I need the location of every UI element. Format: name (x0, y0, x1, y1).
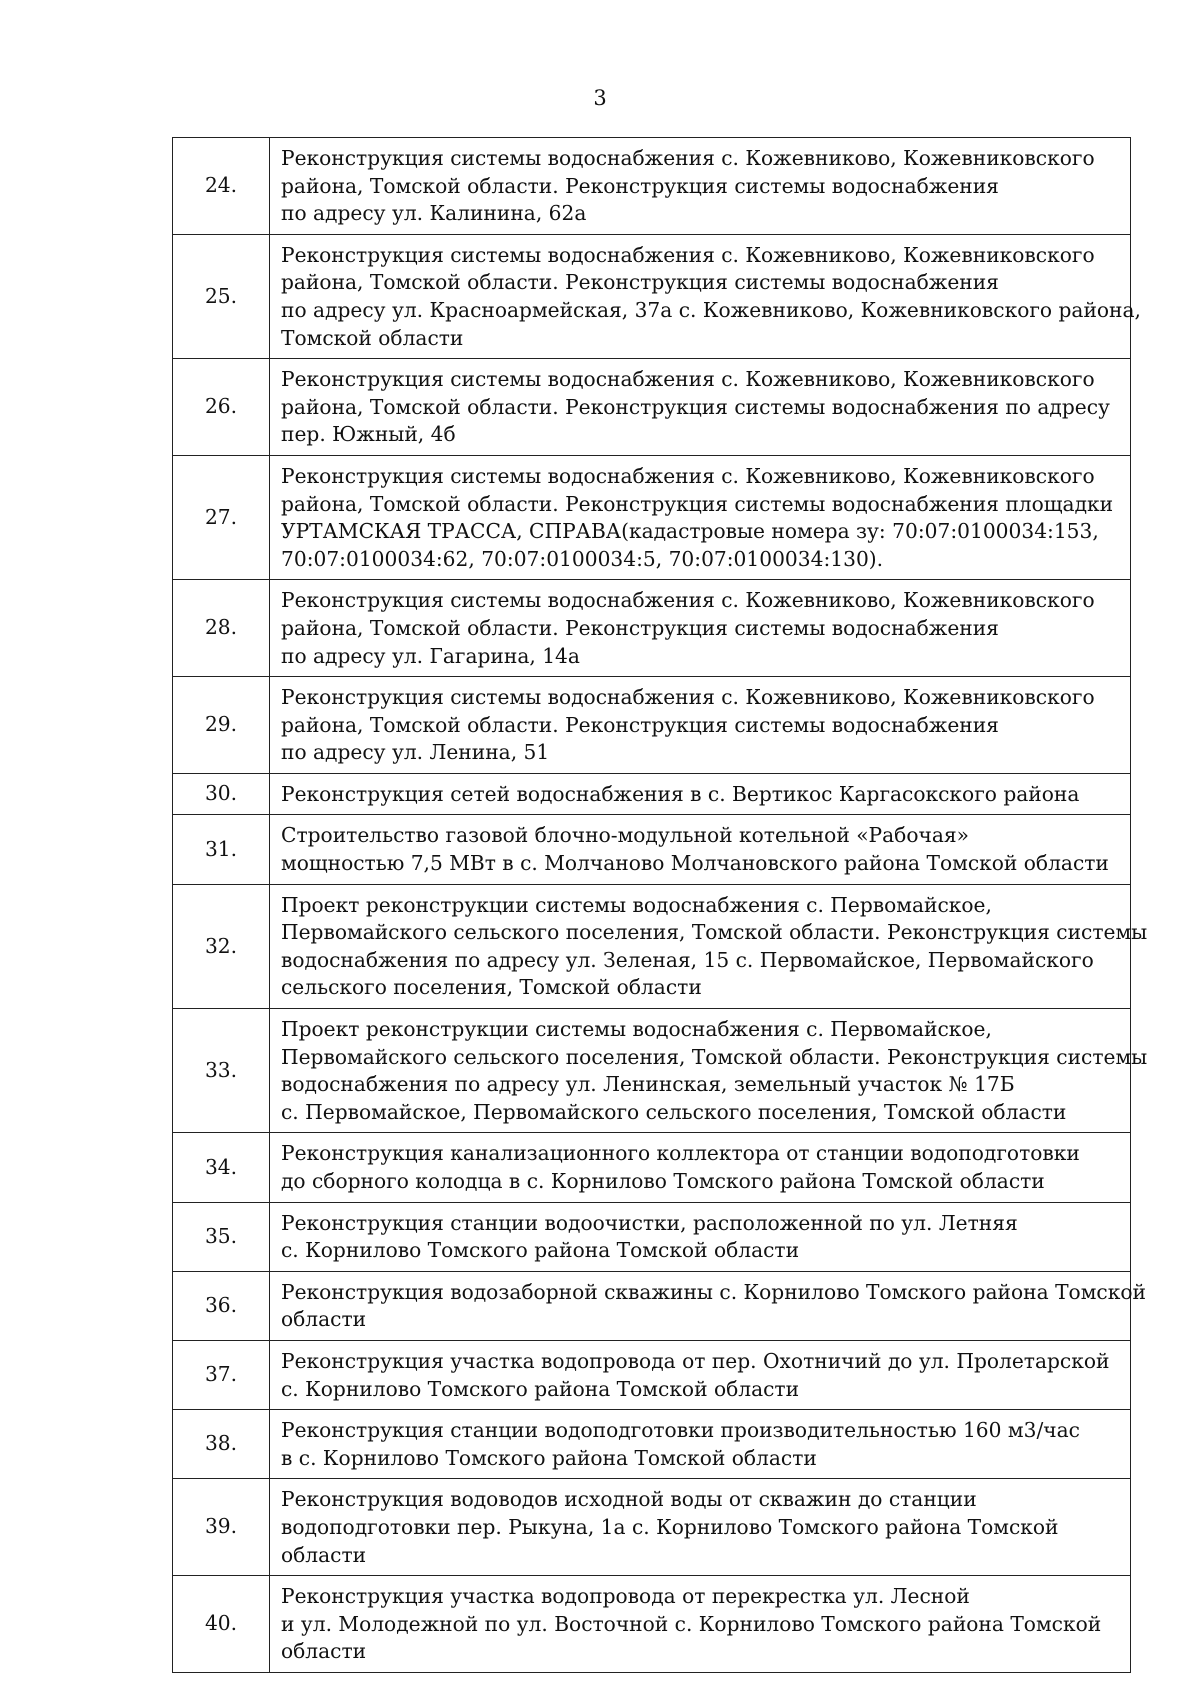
row-description (270, 815, 1131, 884)
row-number: 35. (173, 1202, 270, 1271)
table-row (173, 1410, 1131, 1479)
description-line: в с. Корнилово Томского района Томской области (281, 1445, 817, 1470)
description-line: сельского поселения, Томской области (281, 975, 702, 1000)
description-line: Реконструкция водоводов исходной воды от скважин до станции (281, 1487, 977, 1512)
description-line: водоснабжения по адресу ул. Зеленая, 15 с. Первомайское, Первомайского (281, 947, 1094, 972)
row-number: 34. (173, 1133, 270, 1202)
description-line: района, Томской области. Реконструкция системы водоснабжения (281, 712, 999, 737)
row-number: 36. (173, 1271, 270, 1340)
description-line: по адресу ул. Калинина, 62а (281, 201, 587, 226)
row-description (270, 677, 1131, 774)
description-line: Реконструкция системы водоснабжения с. Кожевниково, Кожевниковского (281, 367, 1095, 392)
row-description (270, 1340, 1131, 1409)
table-row (173, 234, 1131, 358)
description-line: области (281, 1542, 367, 1567)
row-description (270, 1009, 1148, 1133)
description-line: и ул. Молодежной по ул. Восточной с. Корнилово Томского района Томской (281, 1611, 1102, 1636)
description-line: Проект реконструкции системы водоснабжения с. Первомайское, (281, 1017, 992, 1042)
description-line: Реконструкция системы водоснабжения с. Кожевниково, Кожевниковского (281, 685, 1095, 710)
row-number: 31. (173, 815, 270, 884)
row-description (270, 1202, 1131, 1271)
table-row (173, 884, 1131, 1008)
description-line: Реконструкция системы водоснабжения с. Кожевниково, Кожевниковского (281, 242, 1095, 267)
table-row (173, 1009, 1131, 1133)
description-line: с. Корнилово Томского района Томской области (281, 1238, 800, 1263)
description-line: мощностью 7,5 МВт в с. Молчаново Молчановского района Томской области (281, 851, 1109, 876)
description-line: по адресу ул. Ленина, 51 (281, 740, 550, 765)
description-line: Реконструкция сетей водоснабжения в с. Вертикос Каргасокского района (281, 781, 1080, 806)
table-row (173, 455, 1131, 579)
description-line: района, Томской области. Реконструкция системы водоснабжения (281, 270, 999, 295)
description-line: района, Томской области. Реконструкция системы водоснабжения по адресу (281, 394, 1110, 419)
objects-table-body (173, 138, 1148, 1673)
row-number: 32. (173, 884, 270, 1008)
table-row (173, 1202, 1131, 1271)
description-line: пер. Южный, 4б (281, 422, 456, 447)
description-line: Томской области (281, 325, 464, 350)
table-row (173, 677, 1131, 774)
description-line: Реконструкция станции водоподготовки производительностью 160 м3/час (281, 1418, 1080, 1443)
row-description (270, 1479, 1131, 1576)
row-number: 26. (173, 359, 270, 456)
description-line: до сборного колодца в с. Корнилово Томского района Томской области (281, 1169, 1045, 1193)
description-line: Реконструкция канализационного коллектора от станции водоподготовки (281, 1141, 1080, 1166)
row-number: 37. (173, 1340, 270, 1409)
table-row (173, 1133, 1131, 1202)
row-description (270, 1576, 1131, 1673)
description-line: водоснабжения по адресу ул. Ленинская, земельный участок № 17Б (281, 1072, 1015, 1097)
description-line: Реконструкция станции водоочистки, расположенной по ул. Летняя (281, 1210, 1018, 1235)
row-number: 29. (173, 677, 270, 774)
table-row (173, 773, 1131, 815)
row-number: 28. (173, 580, 270, 677)
description-line: по адресу ул. Красноармейская, 37а с. Кожевниково, Кожевниковского района, (281, 297, 1141, 322)
page-number: 3 (593, 86, 607, 110)
description-line: области (281, 1307, 367, 1332)
row-description (270, 455, 1131, 579)
description-line: Первомайского сельского поселения, Томской области. Реконструкция системы (281, 920, 1148, 945)
description-line: Реконструкция участка водопровода от перекрестка ул. Лесной (281, 1584, 970, 1609)
table-row (173, 1340, 1131, 1409)
description-line: Реконструкция системы водоснабжения с. Кожевниково, Кожевниковского (281, 146, 1095, 170)
row-description (270, 138, 1131, 235)
table-row (173, 580, 1131, 677)
row-description (270, 773, 1131, 815)
row-description (270, 234, 1141, 358)
row-number: 25. (173, 234, 270, 358)
row-number: 40. (173, 1576, 270, 1673)
objects-table (172, 137, 1148, 1673)
description-line: 70:07:0100034:62, 70:07:0100034:5, 70:07:0100034:130). (281, 546, 884, 571)
table-row (173, 138, 1131, 235)
row-description (270, 1133, 1131, 1202)
table-row (173, 815, 1131, 884)
description-line: с. Первомайское, Первомайского сельского поселения, Томской области (281, 1099, 1067, 1124)
description-line: водоподготовки пер. Рыкуна, 1а с. Корнилово Томского района Томской (281, 1514, 1059, 1539)
description-line: Реконструкция системы водоснабжения с. Кожевниково, Кожевниковского (281, 588, 1095, 613)
description-line: Реконструкция системы водоснабжения с. Кожевниково, Кожевниковского (281, 463, 1095, 488)
description-line: Проект реконструкции системы водоснабжения с. Первомайское, (281, 892, 992, 917)
description-line: по адресу ул. Гагарина, 14а (281, 643, 580, 668)
row-description (270, 884, 1148, 1008)
row-number: 33. (173, 1009, 270, 1133)
row-number: 27. (173, 455, 270, 579)
description-line: района, Томской области. Реконструкция системы водоснабжения площадки (281, 491, 1114, 516)
table-row (173, 1576, 1131, 1673)
row-number: 39. (173, 1479, 270, 1576)
description-line: области (281, 1639, 367, 1664)
row-description (270, 1410, 1131, 1479)
description-line: Реконструкция водозаборной скважины с. Корнилово Томского района Томской (281, 1279, 1146, 1304)
row-description (270, 359, 1131, 456)
row-number: 24. (173, 138, 270, 235)
row-description (270, 580, 1131, 677)
description-line: с. Корнилово Томского района Томской области (281, 1376, 800, 1401)
row-description (270, 1271, 1146, 1340)
description-line: УРТАМСКАЯ ТРАССА, СПРАВА(кадастровые номера зу: 70:07:0100034:153, (281, 519, 1099, 544)
table-row (173, 1479, 1131, 1576)
description-line: Строительство газовой блочно-модульной котельной «Рабочая» (281, 823, 969, 848)
description-line: района, Томской области. Реконструкция системы водоснабжения (281, 615, 999, 640)
row-number: 38. (173, 1410, 270, 1479)
description-line: района, Томской области. Реконструкция системы водоснабжения (281, 173, 999, 198)
description-line: Первомайского сельского поселения, Томской области. Реконструкция системы (281, 1044, 1148, 1069)
table-row (173, 1271, 1131, 1340)
table-row (173, 359, 1131, 456)
description-line: Реконструкция участка водопровода от пер. Охотничий до ул. Пролетарской (281, 1348, 1110, 1373)
row-number: 30. (173, 773, 270, 815)
